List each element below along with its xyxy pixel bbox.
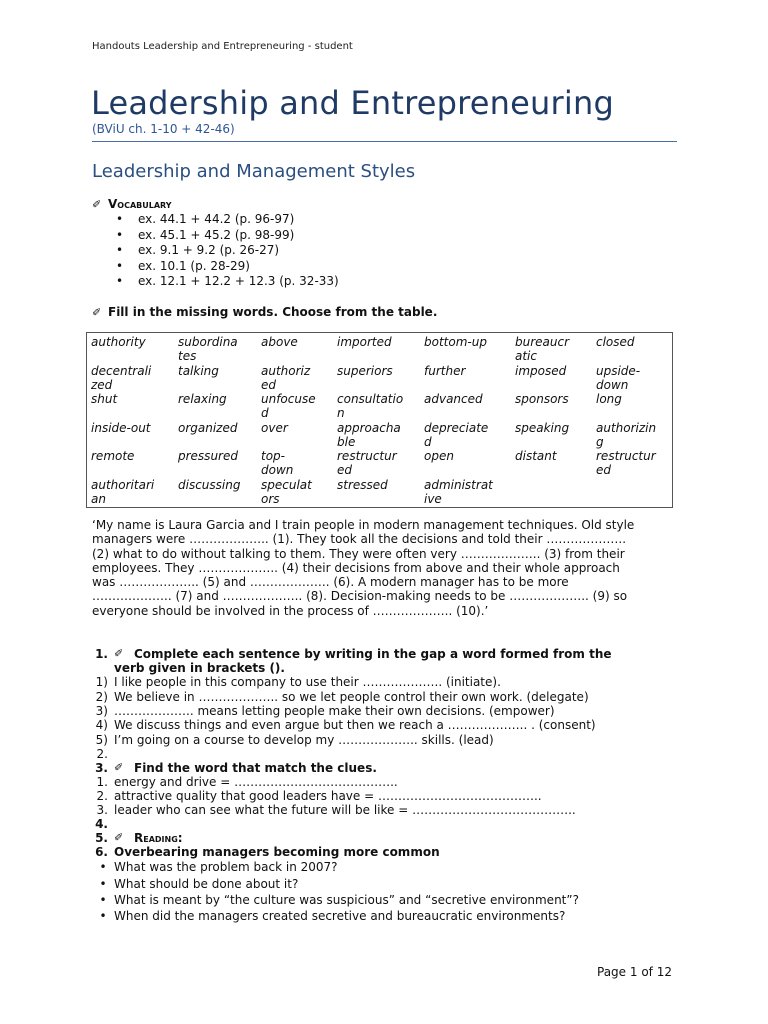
- table-cell: open: [424, 449, 454, 463]
- table-cell: unfocuse d: [261, 392, 316, 420]
- table-cell: closed: [596, 335, 635, 349]
- list-item: [92, 718, 596, 732]
- list-item: [92, 690, 589, 704]
- exercise-number: 1.: [95, 647, 108, 661]
- exercise-sentence: We discuss things and even argue but then we reach a ……………….. . (consent): [114, 718, 596, 732]
- pen-icon: ✐: [92, 198, 102, 211]
- table-cell: superiors: [337, 363, 393, 378]
- table-row: [91, 335, 670, 364]
- table-cell: further: [424, 363, 466, 378]
- vocabulary-list: [116, 212, 339, 290]
- page-number: Page 1 of 12: [597, 965, 672, 979]
- table-cell: over: [261, 420, 288, 435]
- item-number: 2.: [96, 747, 108, 761]
- exercise-heading-text: Find the word that match the clues.: [134, 761, 377, 775]
- running-header: Handouts Leadership and Entrepreneuring - student: [92, 41, 353, 52]
- reading-question: When did the managers created secretive and bureaucratic environments?: [114, 909, 566, 923]
- item-number: 2.: [96, 789, 108, 803]
- item-number: 3): [95, 704, 108, 718]
- fill-in-label: Fill in the missing words. Choose from the table.: [108, 305, 438, 319]
- reading-question: What is meant by “the culture was suspicious” and “secretive environment”?: [114, 893, 579, 907]
- table-cell: talking: [178, 363, 219, 378]
- list-item: [92, 803, 576, 817]
- vocabulary-item: ex. 44.1 + 44.2 (p. 96-97): [138, 212, 295, 226]
- exercise-sentence: I’m going on a course to develop my ……………….. skills. (lead): [114, 733, 494, 747]
- table-row: [91, 364, 670, 393]
- table-cell: long: [596, 392, 622, 406]
- passage-line: ‘My name is Laura Garcia and I train people in modern management techniques. Old style: [92, 518, 635, 532]
- table-cell: restructur ed: [596, 449, 656, 477]
- table-cell: authoriz ed: [261, 363, 311, 392]
- table-cell: subordina tes: [178, 335, 238, 363]
- table-cell: organized: [178, 420, 238, 435]
- list-item: [92, 817, 114, 831]
- passage-line: everyone should be involved in the process of ……………….. (10).’: [92, 603, 489, 618]
- table-cell: decentrali zed: [91, 363, 152, 392]
- clue-text: attractive quality that good leaders have = …………………………………..: [114, 789, 542, 803]
- item-number: 5): [95, 733, 108, 747]
- table-cell: advanced: [424, 392, 483, 406]
- exercise-sentence: ……………….. means letting people make their own decisions. (empower): [114, 704, 555, 718]
- table-cell: shut: [91, 392, 118, 406]
- pen-icon: ✐: [114, 647, 124, 660]
- list-item: • ex. 44.1 + 44.2 (p. 96-97): [116, 212, 295, 226]
- vocabulary-item: ex. 12.1 + 12.2 + 12.3 (p. 32-33): [138, 274, 339, 288]
- list-item: • When did the managers created secretive and bureaucratic environments?: [99, 909, 566, 923]
- table-row: [91, 421, 670, 450]
- reading-title: [92, 845, 440, 859]
- exercise-heading-text: Complete each sentence by writing in the gap a word formed from the: [134, 647, 612, 661]
- list-item: • What was the problem back in 2007?: [99, 860, 338, 874]
- list-item: • ex. 12.1 + 12.2 + 12.3 (p. 32-33): [116, 274, 339, 288]
- vocabulary-item: ex. 45.1 + 45.2 (p. 98-99): [138, 227, 295, 242]
- list-item: • What should be done about it?: [99, 877, 299, 891]
- table-cell: inside-out: [91, 420, 151, 435]
- vocabulary-heading: [92, 197, 172, 211]
- list-item: • ex. 10.1 (p. 28-29): [116, 258, 250, 273]
- reading-question: What was the problem back in 2007?: [114, 860, 338, 874]
- vocabulary-item: ex. 9.1 + 9.2 (p. 26-27): [138, 243, 280, 257]
- document-title: Leadership and Entrepreneuring: [91, 84, 614, 122]
- article-title: Overbearing managers becoming more common: [114, 845, 440, 859]
- table-cell: consultatio n: [337, 392, 404, 420]
- table-row: [91, 392, 670, 421]
- table-cell: approacha ble: [337, 420, 401, 449]
- table-cell: stressed: [337, 477, 388, 492]
- item-number: 4.: [95, 817, 108, 831]
- table-cell: bureaucr atic: [515, 335, 570, 363]
- item-number: 2): [95, 690, 108, 704]
- section-heading: Leadership and Management Styles: [92, 161, 416, 182]
- table-cell: speculat ors: [261, 477, 312, 506]
- passage-line: was ……………….. (5) and ……………….. (6). A modern manager has to be more: [92, 575, 569, 590]
- vocabulary-item: ex. 10.1 (p. 28-29): [138, 258, 250, 273]
- list-item: [92, 675, 501, 689]
- list-item: [92, 704, 555, 718]
- exercise-sentence: I like people in this company to use their ……………….. (initiate).: [114, 675, 501, 689]
- clue-text: energy and drive = …………………………………..: [114, 775, 398, 789]
- table-cell: authority: [91, 335, 146, 349]
- exercise-1-heading: [92, 647, 612, 661]
- word-table: [86, 332, 673, 508]
- list-item: [92, 789, 542, 803]
- table-cell: [596, 478, 670, 507]
- table-cell: imposed: [515, 363, 567, 378]
- reading-question: What should be done about it?: [114, 877, 299, 891]
- vocabulary-label: Vocabulary: [108, 197, 172, 211]
- reading-label: Reading:: [134, 831, 183, 845]
- table-cell: discussing: [178, 477, 241, 492]
- passage-line: managers were ……………….. (1). They took all the decisions and told their ………………..: [92, 532, 627, 547]
- table-row: [91, 449, 670, 478]
- table-cell: sponsors: [515, 392, 569, 406]
- document-subtitle: (BViU ch. 1-10 + 42-46): [92, 122, 235, 136]
- exercise-number: 6.: [95, 845, 108, 859]
- exercise-sentence: We believe in ……………….. so we let people control their own work. (delegate): [114, 690, 589, 704]
- list-item: • ex. 9.1 + 9.2 (p. 26-27): [116, 243, 280, 257]
- exercise-number: 5.: [95, 831, 108, 845]
- table-cell: restructur ed: [337, 449, 397, 477]
- item-number: 3.: [96, 803, 108, 817]
- table-cell: authoritari an: [91, 477, 155, 506]
- table-cell: bottom-up: [424, 335, 487, 349]
- item-number: 1.: [96, 775, 108, 789]
- clue-text: leader who can see what the future will be like = …………………………………..: [114, 803, 576, 817]
- item-number: 1): [95, 675, 108, 689]
- table-cell: relaxing: [178, 392, 227, 406]
- passage-line: (2) what to do without talking to them. They were often very ……………….. (3) from their: [92, 546, 625, 561]
- table-row: [91, 478, 670, 507]
- passage-line: employees. They ……………….. (4) their decisions from above and their whole approach: [92, 560, 620, 575]
- exercise-3-heading: [92, 761, 377, 775]
- exercise-heading-text: verb given in brackets ().: [114, 661, 285, 675]
- list-item: • ex. 45.1 + 45.2 (p. 98-99): [116, 227, 295, 242]
- list-item: [92, 733, 494, 747]
- table-cell: top- down: [261, 449, 294, 477]
- list-item: [92, 775, 398, 789]
- pen-icon: ✐: [114, 831, 124, 844]
- item-number: 4): [95, 718, 108, 732]
- table-cell: speaking: [515, 420, 570, 435]
- table-cell: administrat ive: [424, 477, 493, 506]
- pen-icon: ✐: [114, 761, 124, 774]
- list-item: • What is meant by “the culture was suspicious” and “secretive environment”?: [99, 893, 579, 907]
- pen-icon: ✐: [92, 306, 102, 319]
- table-cell: above: [261, 335, 298, 349]
- table-cell: pressured: [178, 449, 238, 463]
- fill-in-heading: [92, 305, 437, 319]
- list-item: [92, 747, 114, 761]
- table-cell: remote: [91, 449, 135, 463]
- table-cell: imported: [337, 335, 392, 349]
- reading-heading: [92, 831, 183, 845]
- passage-line: ……………….. (7) and ……………….. (8). Decision-making needs to be ……………….. (9) so: [92, 589, 628, 604]
- exercise-1-heading-cont: [92, 661, 285, 675]
- table-cell: distant: [515, 449, 557, 463]
- exercise-number: 3.: [95, 761, 108, 775]
- table-cell: upside- down: [596, 363, 641, 392]
- word-grid: [91, 335, 670, 506]
- table-cell: depreciate d: [424, 420, 489, 449]
- cloze-passage: [92, 518, 682, 618]
- title-divider: [92, 141, 677, 142]
- table-cell: authorizin g: [596, 420, 657, 449]
- table-cell: [515, 478, 596, 507]
